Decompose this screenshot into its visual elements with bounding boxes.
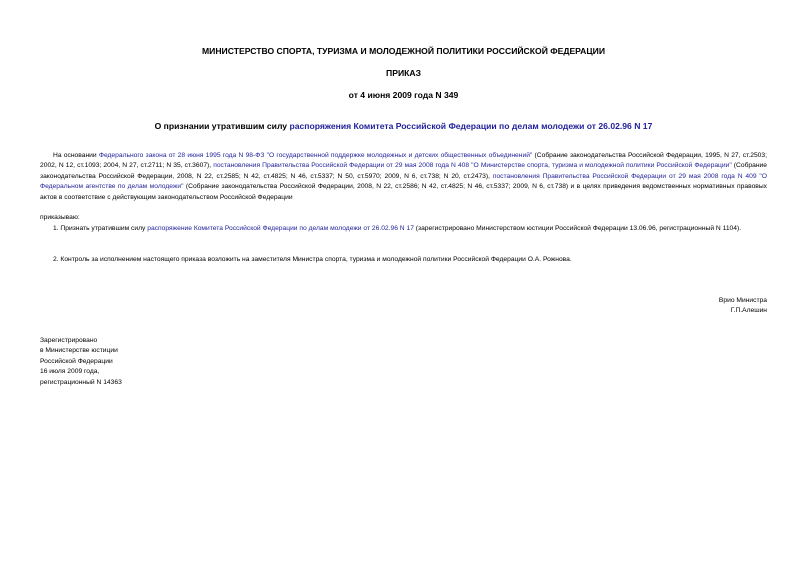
signatory-position: Врио Министра (718, 297, 767, 304)
registration-block (40, 336, 122, 388)
intro-text-2: (Собрание законодательства Российской Федерации, 1995, N 27, ст.2503; 2002, N 12, ст.1093; 2004, N 27, ст.2711; N 35, ст.3607), (40, 152, 767, 170)
registration-line-3: Российской Федерации (40, 357, 113, 365)
intro-paragraph (40, 151, 767, 203)
document-type: ПРИКАЗ (386, 68, 421, 78)
title-prefix: О признании утратившим силу (154, 121, 290, 131)
title-link[interactable]: распоряжения Комитета Российской Федерации по делам молодежи от 26.02.96 N 17 (289, 121, 653, 131)
signature-block (719, 296, 767, 317)
document-date-number: от 4 июня 2009 года N 349 (348, 90, 459, 100)
resolution-408-link[interactable]: постановления Правительства Российской Федерации от 29 мая 2008 года N 408 "О Министерстве спорта, туризма и молодежной политики Российской Федерации" (213, 162, 732, 170)
intro-text-3: (Собрание законодательства Российской Федерации, 2008, N 22, ст.2585; N 42, ст.4825; N 46, ст.5337; N 50, ст.5970; 2009, N 6, ст.738; N 20, ст.2473), (40, 162, 767, 180)
signatory-name: Г.П.Алешин (730, 307, 767, 315)
registration-line-2: в Министерстве юстиции (40, 347, 118, 355)
registration-line-4: 16 июля 2009 года, (40, 368, 100, 376)
resolution-409-link[interactable]: постановления Правительства Российской Федерации от 29 мая 2008 года N 409 "О Федеральном агентстве по делам молодежи" (40, 172, 767, 191)
item2-text: 2. Контроль за исполнением настоящего приказа возложить на заместителя Министра спорта, туризма и молодежной политики Российской Федерации О.А. Рожнова. (53, 256, 572, 263)
federal-law-link[interactable]: Федерального закона от 28 июня 1995 года N 98-ФЗ "О государственной поддержке молодежных и детских общественных объединений" (98, 152, 533, 159)
registration-line-1: Зарегистрировано (40, 337, 98, 344)
order-word: приказываю: (40, 214, 80, 221)
item1-text-2: (зарегистрировано Министерством юстиции Российской Федерации 13.06.96, регистрационный N 1104). (413, 225, 742, 232)
registration-line-5: регистрационный N 14363 (40, 378, 122, 386)
revoked-order-link[interactable]: распоряжение Комитета Российской Федерации по делам молодежи от 26.02.96 N 17 (147, 225, 414, 232)
item1-text-1: 1. Признать утратившим силу (53, 225, 148, 232)
order-item-2 (40, 255, 767, 265)
ministry-heading: МИНИСТЕРСТВО СПОРТА, ТУРИЗМА И МОЛОДЕЖНОЙ ПОЛИТИКИ РОССИЙСКОЙ ФЕДЕРАЦИИ (202, 46, 605, 56)
intro-text-1: На основании (53, 152, 99, 159)
document-title (0, 121, 807, 132)
order-item-1 (40, 224, 767, 234)
intro-text-4: (Собрание законодательства Российской Федерации, 2008, N 22, ст.2586; N 42, ст.4825; N 46, ст.5337; 2009, N 6, ст.738) и в целях приведения ведомственных нормативных правовых актов в соответствие с действующим законодательством Российской Федерации (40, 183, 767, 201)
